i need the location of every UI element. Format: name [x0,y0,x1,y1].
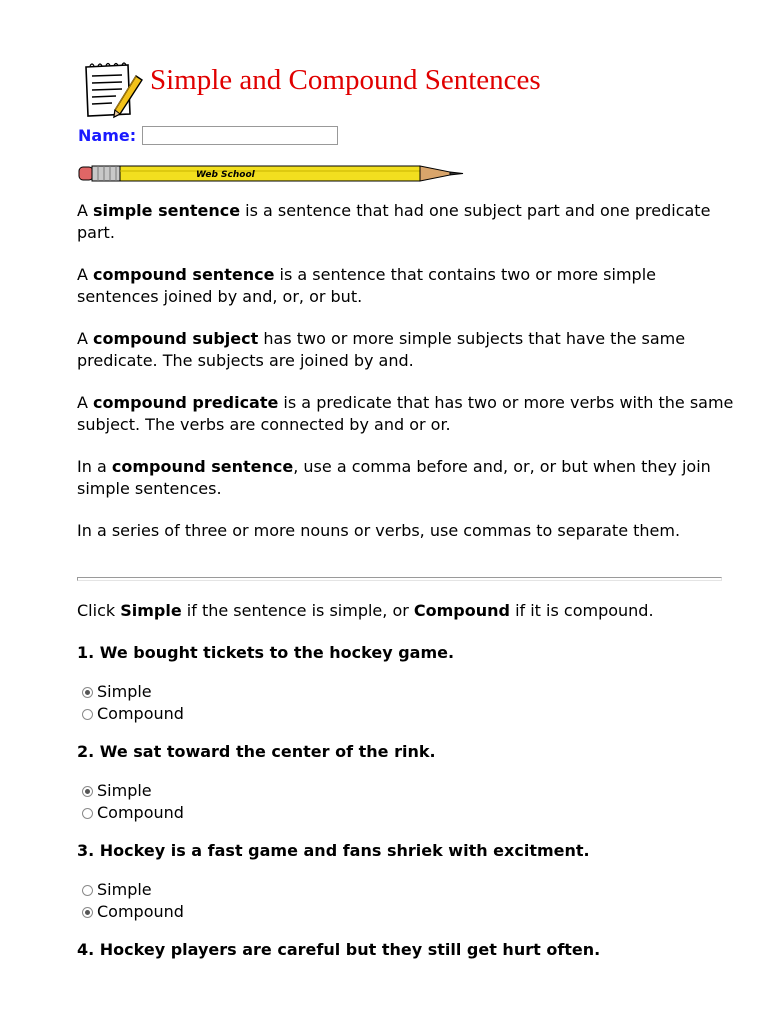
definition-text: In a series of three or more nouns or verbs, use commas to separate them. [77,521,681,540]
notepad-pencil-icon [78,62,144,120]
radio-button[interactable] [82,808,93,819]
definition-term: compound sentence [111,457,294,476]
pencil-icon [78,162,464,184]
option-label[interactable]: Compound [97,704,184,723]
quiz-instructions [77,600,737,622]
radio-button[interactable] [82,709,93,720]
answer-options [77,681,737,725]
definition-prefix: A [77,201,94,220]
definition-paragraph [77,264,737,308]
horizontal-divider [77,577,722,581]
definition-term: simple sentence [93,201,241,220]
option-label[interactable]: Simple [97,781,152,800]
radio-button[interactable] [82,907,93,918]
radio-button[interactable] [82,885,93,896]
answer-options [77,879,737,923]
answer-options [77,780,737,824]
definition-prefix: A [77,265,94,284]
definition-term: compound subject [93,329,259,348]
definition-term: compound predicate [93,393,279,412]
instruction-text: if the sentence is simple, or [181,601,414,620]
answer-option[interactable] [77,780,737,802]
instruction-bold: Simple [120,601,182,620]
quiz-section [77,600,737,978]
definition-text: is a predicate that has two or more verbs with the same subject. The verbs are connected by and or or. [77,393,734,434]
definition-paragraph [77,392,737,436]
definition-paragraph [77,520,737,542]
name-label: Name: [78,126,137,145]
definition-prefix: In a [77,457,112,476]
definition-paragraph [77,456,737,500]
option-label[interactable]: Compound [97,902,184,921]
instruction-text: Click [77,601,121,620]
answer-option[interactable] [77,703,737,725]
option-label[interactable]: Simple [97,682,152,701]
question-text: 2. We sat toward the center of the rink. [77,742,436,761]
answer-option[interactable] [77,681,737,703]
definition-prefix: A [77,329,94,348]
definition-paragraph [77,328,737,372]
definition-text: has two or more simple subjects that have the same predicate. The subjects are joined by and. [77,329,686,370]
name-input[interactable] [142,126,338,145]
name-row [78,126,338,145]
definition-paragraph [77,200,737,244]
definitions [77,200,737,562]
answer-option[interactable] [77,879,737,901]
answer-option[interactable] [77,901,737,923]
definition-term: compound sentence [93,265,275,284]
question-text: 3. Hockey is a fast game and fans shriek with excitment. [77,841,590,860]
question-text: 4. Hockey players are careful but they still get hurt often. [77,940,601,959]
answer-option[interactable] [77,802,737,824]
page-header [78,62,144,120]
instruction-text: if it is compound. [509,601,654,620]
option-label[interactable]: Simple [97,880,152,899]
instruction-bold: Compound [413,601,510,620]
definition-text: is a sentence that contains two or more simple sentences joined by and, or, or but. [77,265,656,306]
banner-text: Web School [196,170,255,180]
radio-button[interactable] [82,786,93,797]
page-title: Simple and Compound Sentences [150,64,541,96]
definition-text: , use a comma before and, or, or but when they join simple sentences. [77,457,711,498]
definition-prefix: A [77,393,94,412]
radio-button[interactable] [82,687,93,698]
question-text: 1. We bought tickets to the hockey game. [77,643,455,662]
definition-text: is a sentence that had one subject part and one predicate part. [77,201,711,242]
option-label[interactable]: Compound [97,803,184,822]
